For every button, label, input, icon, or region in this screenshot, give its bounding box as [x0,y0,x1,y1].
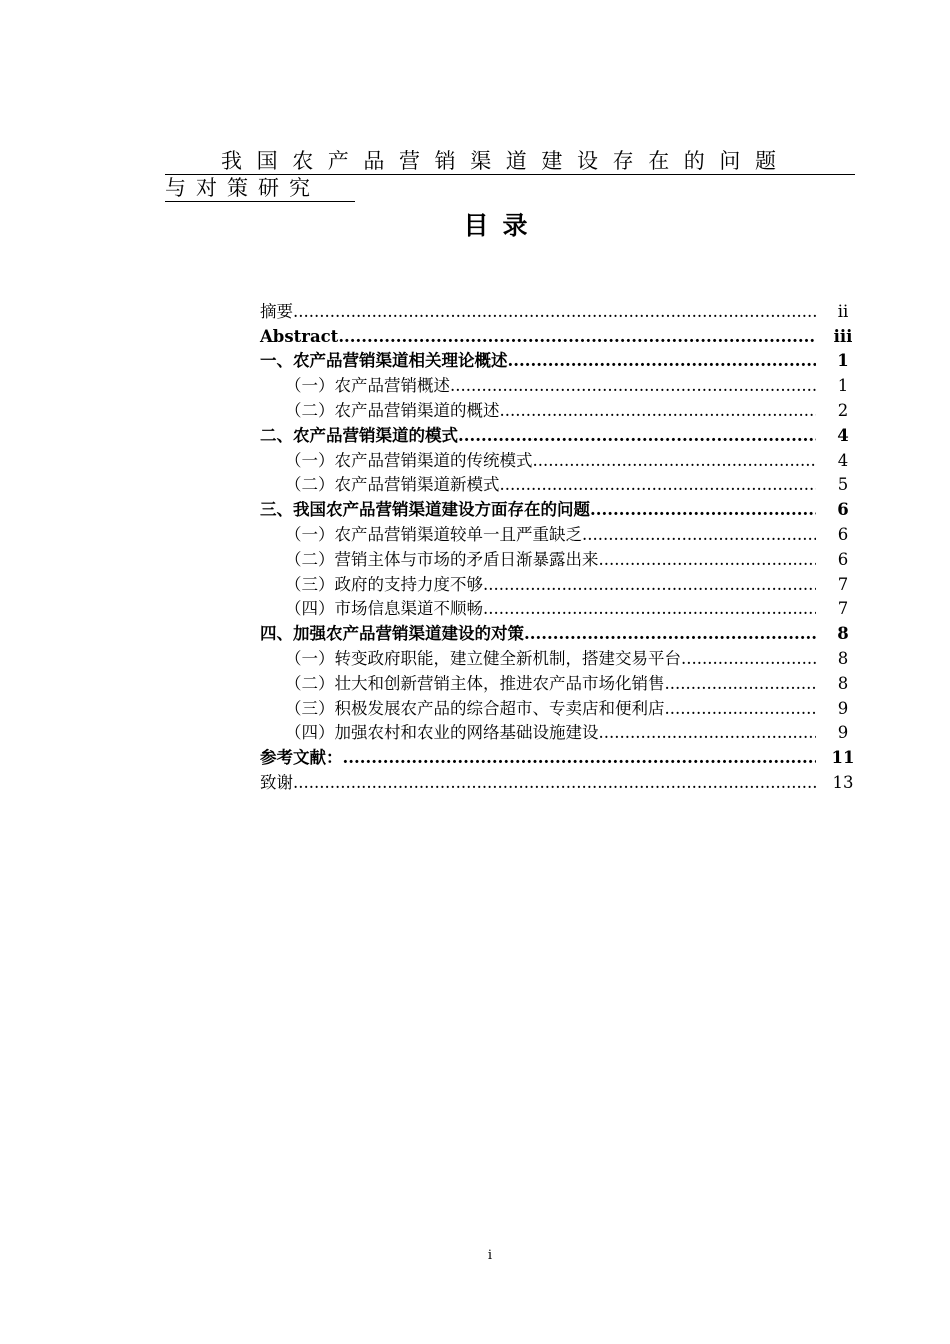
toc-entry-page-number: 8 [837,648,849,668]
toc-entry-page-number: 2 [837,400,849,420]
toc-entry[interactable] [260,644,856,669]
toc-entry[interactable] [260,421,856,446]
toc-dot-leader [500,475,817,495]
table-of-contents [260,297,856,793]
toc-entry-title: （四）加强农村和农业的网络基础设施建设 [285,723,599,743]
toc-entry[interactable] [260,595,856,620]
toc-entry-page-number: 7 [837,574,849,594]
toc-entry-page-number: 9 [837,698,849,718]
toc-entry-page-number: 4 [837,450,849,470]
document-title-line-1: 我国农产品营销渠道建设存在的问题 [165,148,855,175]
toc-entry[interactable] [260,520,856,545]
toc-entry-page-number: 7 [837,599,849,619]
toc-entry[interactable] [260,396,856,421]
toc-heading: 目录 [463,211,542,240]
toc-entry[interactable] [260,322,856,347]
toc-dot-leader [665,674,817,694]
toc-entry[interactable] [260,743,856,768]
toc-entry-title: 四、加强农产品营销渠道建设的对策 [260,624,524,644]
toc-entry[interactable] [260,495,856,520]
toc-entry-page-number: 13 [832,772,854,792]
toc-dot-leader [293,302,816,322]
toc-dot-leader [483,599,816,619]
toc-entry-page-number: 4 [837,425,849,445]
toc-entry-title: 一、农产品营销渠道相关理论概述 [260,351,508,371]
toc-entry-title: （二）农产品营销渠道的概述 [285,400,500,420]
toc-entry[interactable] [260,694,856,719]
toc-entry-page-number: 6 [837,524,849,544]
toc-entry[interactable] [260,669,856,694]
toc-entry-page-number: 6 [837,549,849,569]
toc-dot-leader [293,773,816,793]
toc-dot-leader [599,723,817,743]
toc-entry-page-number: 1 [837,376,849,396]
toc-entry[interactable] [260,471,856,496]
toc-dot-leader [582,525,816,545]
toc-dot-leader [343,748,817,768]
toc-dot-leader [599,550,817,570]
toc-entry-title: 二、农产品营销渠道的模式 [260,425,458,445]
toc-entry[interactable] [260,371,856,396]
toc-entry[interactable] [260,446,856,471]
toc-entry-title: （二）壮大和创新营销主体，推进农产品市场化销售 [285,673,665,693]
toc-entry-title: （二）农产品营销渠道新模式 [285,475,500,495]
toc-dot-leader [524,624,816,644]
toc-entry-title: （三）政府的支持力度不够 [285,574,483,594]
toc-entry-title: （一）转变政府职能，建立健全新机制，搭建交易平台 [285,648,681,668]
toc-dot-leader [450,376,816,396]
toc-dot-leader [458,426,816,446]
toc-dot-leader [338,327,816,347]
toc-entry-page-number: 9 [837,723,849,743]
toc-entry-page-number: 11 [831,748,855,768]
toc-entry-page-number: 6 [837,500,849,520]
toc-entry-title: （四）市场信息渠道不顺畅 [285,599,483,619]
toc-entry-title: （一）农产品营销概述 [285,376,450,396]
page-number: i [487,1248,493,1263]
toc-entry[interactable] [260,619,856,644]
toc-entry[interactable] [260,347,856,372]
toc-entry-title: （二）营销主体与市场的矛盾日渐暴露出来 [285,549,599,569]
toc-entry-page-number: 8 [837,673,849,693]
toc-entry-title: （一）农产品营销渠道较单一且严重缺乏 [285,524,582,544]
toc-entry-title: （三）积极发展农产品的综合超市、专卖店和便利店 [285,698,665,718]
document-title-line-2: 与对策研究 [165,175,355,202]
toc-entry-title: 致谢 [260,772,293,792]
toc-entry-page-number: ii [837,301,849,321]
toc-dot-leader [533,451,817,471]
toc-entry-title: 参考文献： [260,748,343,768]
toc-dot-leader [483,575,816,595]
toc-dot-leader [508,351,817,371]
toc-dot-leader [681,649,816,669]
toc-entry-title: （一）农产品营销渠道的传统模式 [285,450,533,470]
toc-entry[interactable] [260,719,856,744]
toc-entry[interactable] [260,545,856,570]
toc-entry[interactable] [260,570,856,595]
toc-entry-page-number: 1 [837,351,849,371]
toc-entry-title: 三、我国农产品营销渠道建设方面存在的问题 [260,500,590,520]
toc-entry-title: Abstract [260,326,339,346]
toc-entry-title: 摘要 [260,301,293,321]
toc-entry[interactable] [260,297,856,322]
toc-dot-leader [500,401,817,421]
toc-entry[interactable] [260,768,856,793]
toc-entry-page-number: 8 [837,624,849,644]
toc-entry-page-number: iii [833,326,853,346]
toc-dot-leader [665,699,817,719]
toc-entry-page-number: 5 [837,475,849,495]
toc-dot-leader [590,500,816,520]
